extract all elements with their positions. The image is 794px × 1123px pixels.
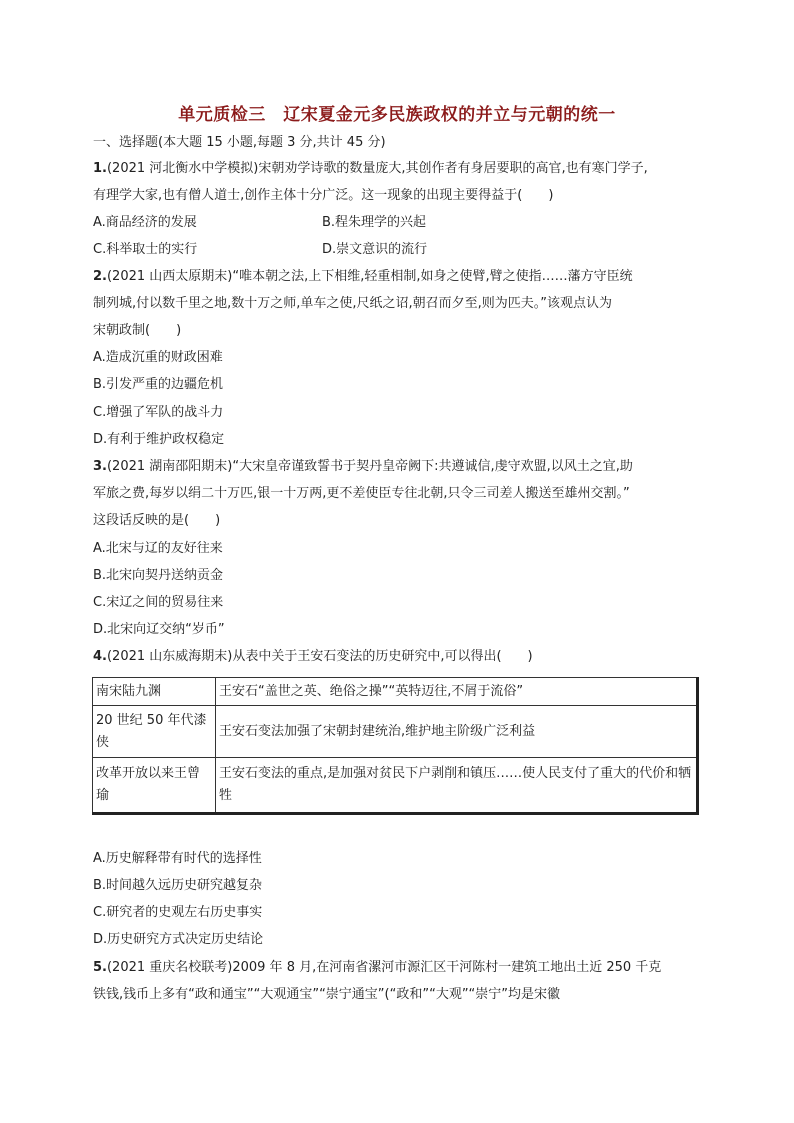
q1-line-2: 有理学大家,也有僧人道士,创作主体十分广泛。这一现象的出现主要得益于( ) [93, 188, 554, 203]
q4-text-1: (2021 山东威海期末)从表中关于王安石变法的历史研究中,可以得出( ) [106, 649, 533, 664]
q2-option-b: B.引发严重的边疆危机 [93, 377, 224, 392]
q2-option-c: C.增强了军队的战斗力 [93, 405, 224, 420]
table-cell-author: 改革开放以来王曾瑜 [93, 758, 216, 814]
q1-option-d: D.崇文意识的流行 [322, 242, 428, 257]
q1-option-c: C.科举取士的实行 [93, 242, 198, 257]
q2-text-1: (2021 山西太原期末)“唯本朝之法,上下相维,轻重相制,如身之使臂,臂之使指……藩方守臣统 [106, 269, 633, 284]
q3-text-1: (2021 湖南邵阳期末)“大宋皇帝谨致誓书于契丹皇帝阙下:共遵诚信,虔守欢盟,以风土之宜,助 [106, 459, 633, 474]
page-title: 单元质检三 辽宋夏金元多民族政权的并立与元朝的统一 [178, 105, 616, 125]
q2-line-1 [93, 268, 633, 286]
table-cell-view: 王安石“盖世之英、绝俗之操”“英特迈往,不屑于流俗” [216, 678, 698, 706]
q3-option-b: B.北宋向契丹送纳贡金 [93, 568, 224, 583]
q5-number: 5. [93, 960, 107, 975]
table-cell-view: 王安石变法的重点,是加强对贫民下户剥削和镇压……使人民支付了重大的代价和牺牲 [216, 758, 698, 814]
q5-line-2: 铁钱,钱币上多有“政和通宝”“大观通宝”“崇宁通宝”(“政和”“大观”“崇宁”均是宋徽 [93, 987, 561, 1002]
q2-line-3: 宋朝政制( ) [93, 323, 182, 338]
q1-text-1: (2021 河北衡水中学模拟)宋朝劝学诗歌的数量庞大,其创作者有身居要职的高官,也有寒门学子, [106, 161, 648, 176]
q3-line-3: 这段话反映的是( ) [93, 513, 221, 528]
section-heading: 一、选择题(本大题 15 小题,每题 3 分,共计 45 分) [93, 135, 386, 150]
q4-option-c: C.研究者的史观左右历史事实 [93, 905, 263, 920]
q3-line-2: 军旅之费,每岁以绢二十万匹,银一十万两,更不差使臣专往北朝,只令三司差人搬送至雄州交割。” [93, 486, 630, 501]
table-cell-view: 王安石变法加强了宋朝封建统治,维护地主阶级广泛利益 [216, 706, 698, 758]
q4-table [92, 677, 699, 815]
q1-option-a: A.商品经济的发展 [93, 215, 197, 230]
q3-option-a: A.北宋与辽的友好往来 [93, 541, 223, 556]
table-cell-author: 20 世纪 50 年代漆侠 [93, 706, 216, 758]
q3-option-d: D.北宋向辽交纳“岁币” [93, 622, 225, 637]
table-row [93, 678, 698, 706]
q2-line-2: 制列城,付以数千里之地,数十万之师,单车之使,尺纸之诏,朝召而夕至,则为匹夫。”该观点认为 [93, 296, 613, 311]
table-row [93, 706, 698, 758]
q2-number: 2. [93, 269, 107, 284]
table-cell-author: 南宋陆九渊 [93, 678, 216, 706]
q5-text-1: (2021 重庆名校联考)2009 年 8 月,在河南省漯河市源汇区干河陈村一建筑工地出土近 250 千克 [106, 960, 662, 975]
q1-number: 1. [93, 161, 107, 176]
q3-line-1 [93, 458, 633, 476]
table-row [93, 758, 698, 814]
q2-option-a: A.造成沉重的财政困难 [93, 350, 223, 365]
q4-option-a: A.历史解释带有时代的选择性 [93, 851, 262, 866]
q4-option-d: D.历史研究方式决定历史结论 [93, 932, 264, 947]
q2-option-d: D.有利于维护政权稳定 [93, 432, 225, 447]
q3-number: 3. [93, 459, 107, 474]
q4-line-1 [93, 648, 533, 666]
q4-number: 4. [93, 649, 107, 664]
q4-option-b: B.时间越久远历史研究越复杂 [93, 878, 263, 893]
q1-line-1 [93, 160, 648, 178]
q5-line-1 [93, 959, 661, 977]
q1-option-b: B.程朱理学的兴起 [322, 215, 427, 230]
q3-option-c: C.宋辽之间的贸易往来 [93, 595, 224, 610]
